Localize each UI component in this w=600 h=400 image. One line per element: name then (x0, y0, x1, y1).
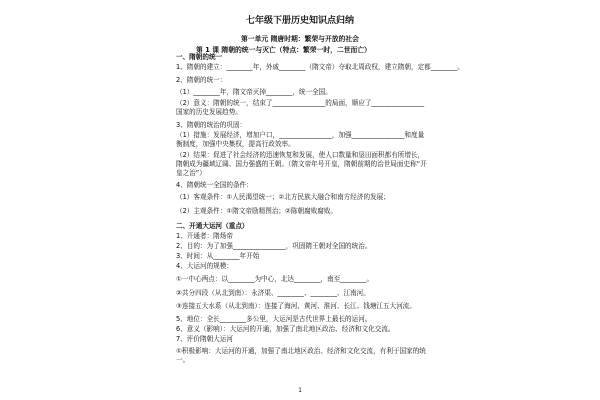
text-line: （2）结果：促进了社会经济的迅速恢复和发展，使人口数量和垦田面积都有所增长，隋朝成为疆域辽阔、国力强盛的王朝。（隋文帝年号开皇，隋朝前期的治世局面史称“开皇之治”） (176, 151, 427, 177)
text-line: ②共分四段（从北到南）：永济渠、________、________、江南河。 (176, 289, 370, 297)
text-line: ①一中心两点：以________为中心，北达________，南至________。 (176, 275, 374, 283)
text-line: 3、时间：从________年开始 (176, 252, 260, 260)
text-line: （2）主观条件：①隋文帝励精图治；②陈朝腐败腐败。 (176, 207, 338, 215)
text-line: 2、目的：为了加强________________，巩固隋王朝对全国的统治。 (176, 242, 372, 250)
document-title: 七年级下册历史知识点归纳 (245, 16, 354, 26)
text-line: （1）________年，隋文帝灭掉________，统一全国。 (176, 88, 332, 96)
text-line: （1）客观条件：①人民渴望统一；②北方民族大融合和南方经济的发展； (176, 193, 390, 201)
text-line: （2）意义：隋朝的统一，结束了________________的局面，顺应了________________国家的历史发展趋势。 (176, 99, 425, 116)
text-line: ③连接五大水系（从北到南）：连接了海河、黄河、淮河、长江、钱塘江五大河流。 (176, 302, 416, 310)
text-line: 4、大运河的规模： (176, 262, 233, 270)
section-heading-2: 二、开通大运河（重点） (176, 222, 249, 230)
text-line: 4、隋朝统一全国的条件： (176, 181, 253, 189)
text-line: 2、隋朝的统一： (176, 76, 227, 84)
text-line: 6、意义（影响）：大运河的开通，加强了南北地区政治、经济和文化交流。 (176, 325, 395, 333)
text-line: 1、开通者：隋炀帝 (176, 232, 233, 240)
text-line: 5、地位：全长________多公里，大运河是古代世界上最长的运河。 (176, 315, 372, 323)
text-line: 7、评价隋朝大运河 (176, 335, 233, 343)
text-line: 3、隋朝的统治的巩固： (176, 121, 247, 129)
text-line: ①积极影响：大运河的开通，加强了南北地区政治、经济和文化交流，有利于国家的统一。 (176, 347, 426, 364)
lesson-heading: 第 1 课 隋朝的统一与灭亡（特点：繁荣一时，二世而亡） (196, 46, 371, 54)
text-line: 1、隋朝的建立：________年，外戚________（隋文帝）夺取北周政权，建立隋朝，定都________。 (176, 63, 464, 71)
unit-heading: 第一单元 隋唐时期：繁荣与开放的社会 (241, 35, 359, 43)
text-line: （1）措施：发展经济，增加户口，________________，加强________________和度量衡制度，加强中央集权，提高行政效率。 (176, 131, 425, 148)
section-heading-1: 一、隋朝的统一 (176, 53, 223, 61)
page-number: 1 (298, 387, 302, 394)
